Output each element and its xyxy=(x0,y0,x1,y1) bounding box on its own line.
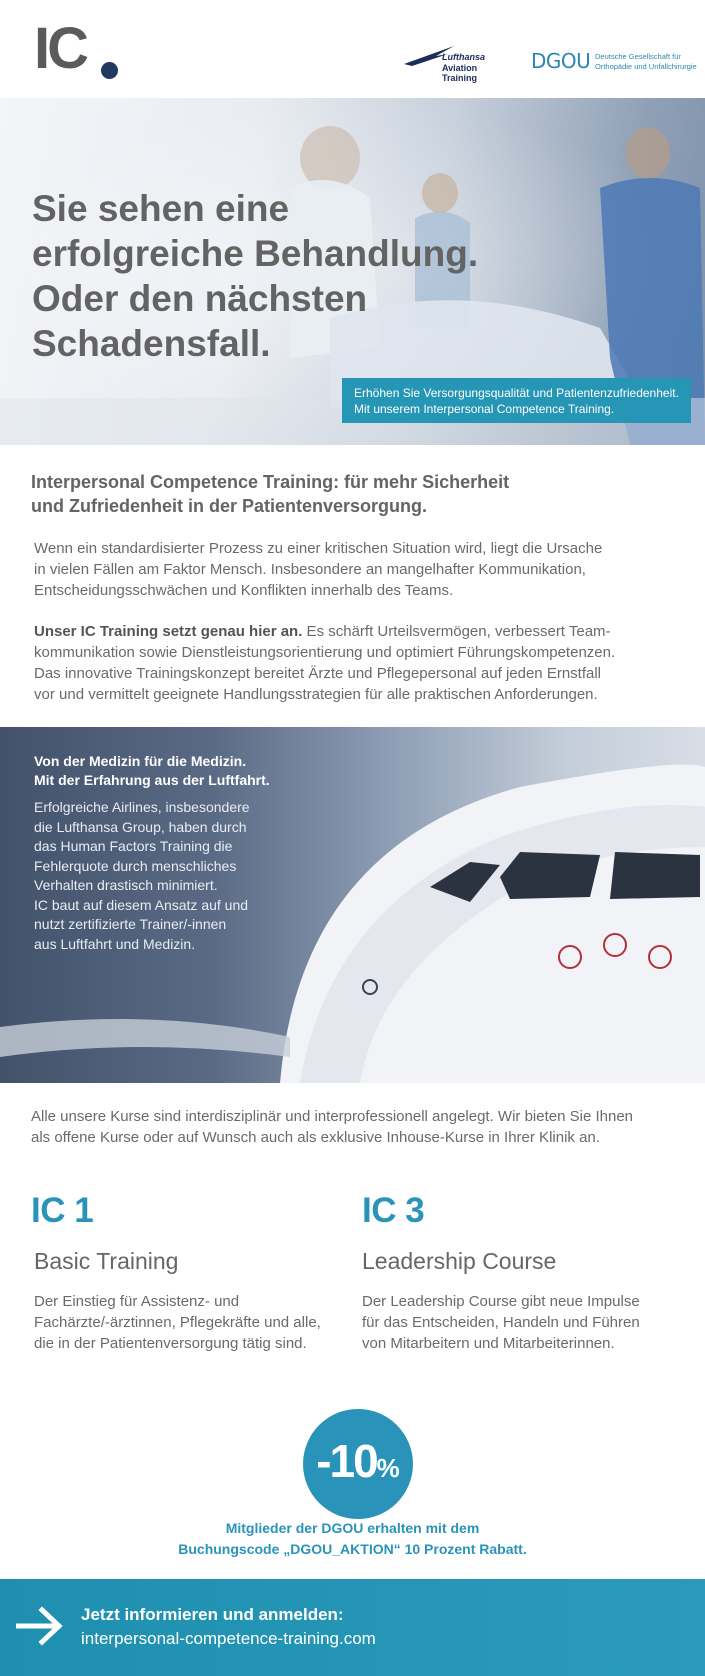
arrow-right-icon xyxy=(16,1606,64,1646)
aviation-heading: Von der Medizin für die Medizin. Mit der Erfahrung aus der Luftfahrt. xyxy=(34,753,270,788)
header xyxy=(0,0,705,98)
course-title-ic1: Basic Training xyxy=(34,1248,179,1274)
courses-intro: Alle unsere Kurse sind interdisziplinär und interprofessionell angelegt. Wir bieten Sie Ihnen als offene Kurse oder auf Wunsch auch als exklusive Inhouse-Kurse in Ihrer Klinik an. xyxy=(31,1108,634,1146)
course-text-ic1: Der Einstieg für Assistenz- und Fachärzte/-ärztinnen, Pflegekräfte und alle, die in der Patientenversorgung tätig sind. xyxy=(34,1293,321,1352)
discount-unit: % xyxy=(376,1453,400,1483)
footer-heading: Jetzt informieren und anmelden: xyxy=(81,1605,344,1624)
dgou-name: Deutsche Gesellschaft für Orthopädie und Unfallchirurgie xyxy=(595,52,697,71)
footer-cta[interactable] xyxy=(0,1579,705,1676)
hero-callout: Erhöhen Sie Versorgungsqualität und Patientenzufriedenheit. Mit unserem Interpersonal Competence Training. xyxy=(342,378,691,423)
dgou-logo xyxy=(531,49,697,73)
lufthansa-aviation-training-logo xyxy=(404,40,512,83)
lufthansa-label: Lufthansa xyxy=(442,52,486,62)
course-title-ic3: Leadership Course xyxy=(362,1248,557,1274)
ic-logo-dot xyxy=(101,62,118,79)
dgou-mark: DGOU xyxy=(531,49,591,73)
course-text-ic3: Der Leadership Course gibt neue Impulse für das Entscheiden, Handeln und Führen von Mitarbeitern und Mitarbeiterinnen. xyxy=(362,1293,640,1352)
ic-logo: IC xyxy=(34,16,86,81)
footer-link[interactable]: interpersonal-competence-training.com xyxy=(81,1629,376,1648)
course-code-ic1: IC 1 xyxy=(31,1191,94,1230)
discount-badge xyxy=(303,1409,413,1519)
aviation-text: Erfolgreiche Airlines, insbesondere die Lufthansa Group, haben durch das Human Factors Training die Fehlerquote durch menschliches Verhalten drastisch minimiert. IC baut auf diesem Ansatz auf und nutzt zertifizierte Trainer/-innen aus Luftfahrt und Medizin. xyxy=(34,799,250,952)
intro-paragraph-1: Wenn ein standardisierter Prozess zu einer kritischen Situation wird, liegt die Ursache in vielen Fällen am Faktor Mensch. Insbesondere an mangelhafter Kommunikation, Entscheidungsschwächen und Konflikten innerhalb des Teams. xyxy=(34,540,603,599)
intro-heading: Interpersonal Competence Training: für mehr Sicherheit und Zufriedenheit in der Patientenversorgung. xyxy=(31,472,510,516)
aviation-section xyxy=(0,727,705,1083)
discount-text: Mitglieder der DGOU erhalten mit dem Buchungscode „DGOU_AKTION“ 10 Prozent Rabatt. xyxy=(178,1520,527,1557)
course-code-ic3: IC 3 xyxy=(362,1191,425,1230)
hero-title: Sie sehen eine erfolgreiche Behandlung. Oder den nächsten Schadensfall. xyxy=(32,188,479,364)
aviation-training-label: Aviation Training xyxy=(442,63,478,83)
intro-emphasis: Unser IC Training setzt genau hier an. xyxy=(34,623,303,640)
intro-paragraph-2: Unser IC Training setzt genau hier an. Es schärft Urteilsvermögen, verbessert Team- kommunikation sowie Dienstleistungsorientierung und optimiert Führungskompetenzen. Das innovative Trainingskonzept bereitet Ärzte und Pflegepersonal auf jeden Ernstfall vor und vermittelt geeignete Handlungsstrategien für alle praktischen Anforderungen. xyxy=(34,623,616,703)
hero-banner xyxy=(0,98,705,445)
discount-value: -10 xyxy=(316,1435,377,1487)
